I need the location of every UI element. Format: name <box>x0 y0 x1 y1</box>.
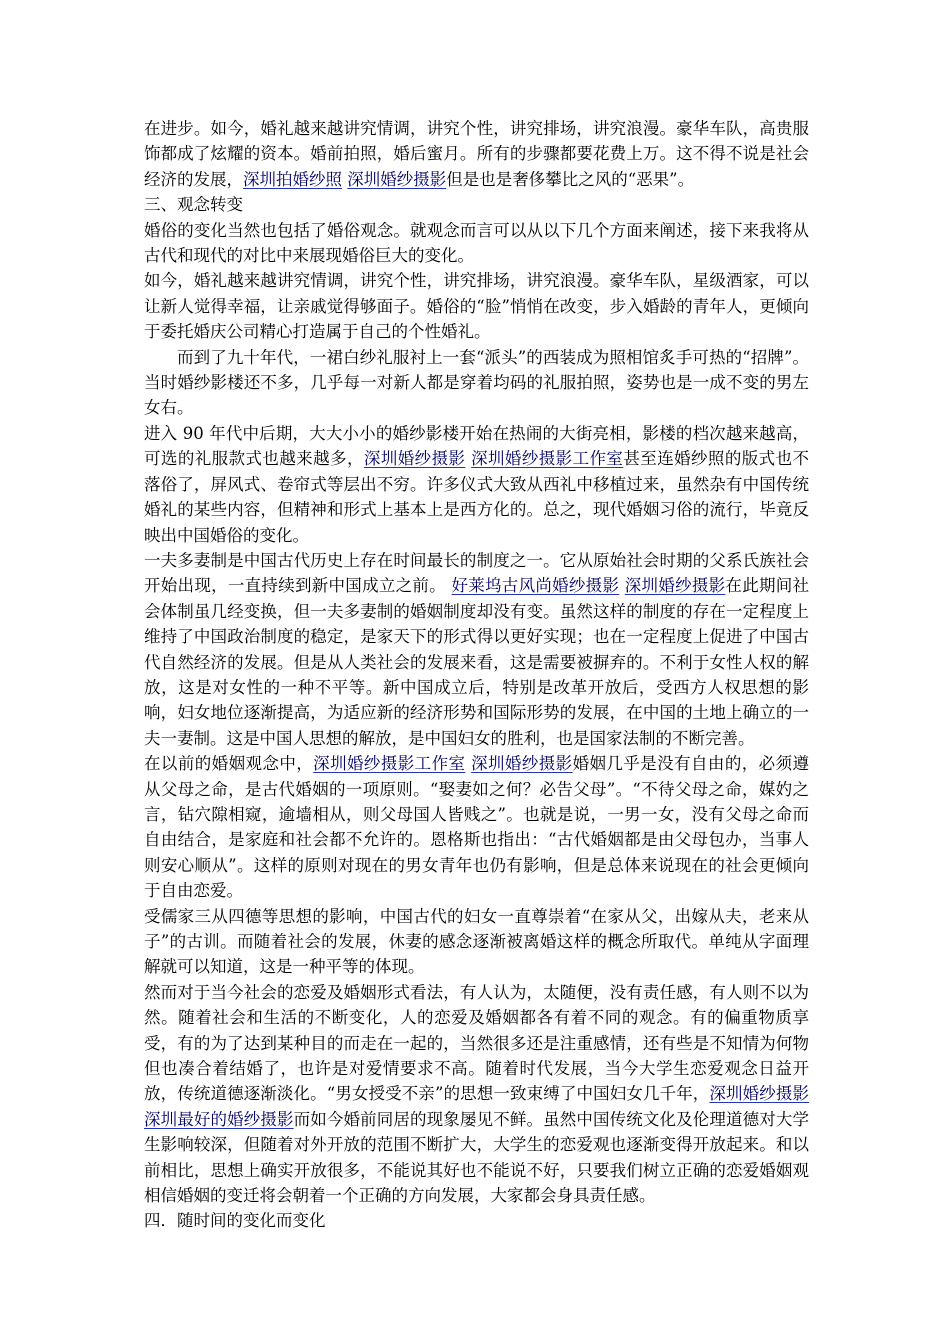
document-body <box>144 116 809 1234</box>
paragraph <box>144 904 809 980</box>
paragraph-text: 甚至连婚纱照的版式也不落俗了，屏风式、卷帘式等层出不穷。许多仪式大致从西礼中移植过来，虽然杂有中国传统婚礼的某些内容，但精神和形式上基本上是西方化的。总之，现代婚姻习俗的流行，毕竟反映出中国婚俗的变化。 <box>144 449 810 545</box>
hyperlink[interactable]: 深圳婚纱摄影 <box>363 449 466 469</box>
paragraph-text: 婚俗的变化当然也包括了婚俗观念。就观念而言可以从以下几个方面来阐述，接下来我将从古代和现代的对比中来展现婚俗巨大的变化。 <box>144 220 809 266</box>
paragraph <box>144 980 809 1209</box>
paragraph-text: 一夫多妻制是中国古代历史上存在时间最长的制度之一。它从原始社会时期的父系氏族社会开始出现，一直持续到新中国成立之前。 <box>144 550 809 596</box>
paragraph-text: 进入 90 年代中后期，大大小小的婚纱影楼开始在热闹的大街亮相，影楼的档次越来越高，可选的礼服款式也越来越多， <box>144 423 809 469</box>
paragraph-text: 但是也是奢侈攀比之风的“恶果”。 <box>446 169 695 189</box>
paragraph <box>144 548 809 751</box>
hyperlink[interactable]: 深圳拍婚纱照 <box>243 169 342 189</box>
paragraph-text: 在以前的婚姻观念中， <box>144 754 314 774</box>
paragraph-text: 而如今婚前同居的现象屡见不鲜。虽然中国传统文化及伦理道德对大学生影响较深，但随着对外开放的范围不断扩大，大学生的恋爱观也逐渐变得开放起来。和以前相比，思想上确实开放很多，不能说其好也不能说不好，只要我们树立正确的恋爱婚姻观相信婚姻的变迁将会朝着一个正确的方向发展，大家都会身具责任感。 <box>144 1109 810 1206</box>
hyperlink[interactable]: 深圳婚纱摄影 <box>709 1084 810 1104</box>
paragraph-text: 而到了九十年代，一裙白纱礼服衬上一套“派头”的西装成为照相馆炙手可热的“招牌”。当时婚纱影楼还不多，几乎每一对新人都是穿着均码的礼服拍照，姿势也是一成不变的男左女右。 <box>144 347 809 418</box>
hyperlink[interactable]: 深圳婚纱摄影 <box>624 576 726 596</box>
paragraph <box>144 268 809 344</box>
paragraph <box>144 192 809 217</box>
hyperlink[interactable]: 深圳最好的婚纱摄影 <box>144 1109 294 1129</box>
paragraph <box>144 218 809 269</box>
hyperlink[interactable]: 深圳婚纱摄影工作室 <box>313 754 466 774</box>
paragraph-text: 三、观念转变 <box>144 195 243 215</box>
hyperlink[interactable]: 深圳婚纱摄影工作室 <box>471 449 624 469</box>
paragraph-text: 如今，婚礼越来越讲究情调，讲究个性，讲究排场，讲究浪漫。豪华车队，星级酒家，可以让新人觉得幸福，让亲戚觉得够面子。婚俗的“脸”悄悄在改变，步入婚龄的青年人，更倾向于委托婚庆公司精心打造属于自己的个性婚礼。 <box>144 271 809 342</box>
paragraph <box>144 116 809 192</box>
paragraph-text: 受儒家三从四德等思想的影响，中国古代的妇女一直尊崇着“在家从父，出嫁从夫，老来从子”的古训。而随着社会的发展，休妻的感念逐渐被离婚这样的概念所取代。单纯从字面理解就可以知道，这是一种平等的体现。 <box>144 906 809 977</box>
paragraph-text: 然而对于当今社会的恋爱及婚姻形式看法，有人认为，太随便，没有责任感，有人则不以为然。随着社会和生活的不断变化，人的恋爱及婚姻都各有着不同的观念。有的偏重物质享受，有的为了达到某种目的而走在一起的，当然很多还是注重感情，还有些是不知情为何物但也凑合着结婚了，也许是对爱情要求不高。随着时代发展，当今大学生恋爱观念日益开放，传统道德逐渐淡化。“男女授受不亲”的思想一致束缚了中国妇女几千年， <box>144 982 809 1104</box>
paragraph-text: 婚姻几乎是没有自由的，必须遵从父母之命，是古代婚姻的一项原则。“娶妻如之何？必告父母”。“不待父母之命，媒妁之言，钻穴隙相窥，逾墙相从，则父母国人皆贱之”。也就是说，一男一女，没有父母之命而自由结合，是家庭和社会都不允许的。恩格斯也指出：“古代婚姻都是由父母包办，当事人则安心顺从”。这样的原则对现在的男女青年也仍有影响，但是总体来说现在的社会更倾向于自由恋爱。 <box>144 754 810 901</box>
paragraph-text: 在此期间社会体制虽几经变换，但一夫多妻制的婚姻制度却没有变。虽然这样的制度的存在一定程度上维持了中国政治制度的稳定，是家天下的形式得以更好实现；也在一定程度上促进了中国古代自然经济的发展。但是从人类社会的发展来看，这是需要被摒弃的。不利于女性人权的解放，这是对女性的一种不平等。新中国成立后，特别是改革开放后，受西方人权思想的影响，妇女地位逐渐提高，为适应新的经济形势和国际形势的发展，在中国的土地上确立的一夫一妻制。这是中国人思想的解放，是中国妇女的胜利，也是国家法制的不断完善。 <box>144 576 810 748</box>
paragraph <box>144 751 809 903</box>
paragraph <box>144 345 809 421</box>
hyperlink[interactable]: 深圳婚纱摄影 <box>471 754 573 774</box>
hyperlink[interactable]: 好莱坞古风尚婚纱摄影 <box>451 576 620 596</box>
paragraph-text: 四．随时间的变化而变化 <box>144 1211 326 1231</box>
paragraph-text: 在进步。如今，婚礼越来越讲究情调，讲究个性，讲究排场，讲究浪漫。豪华车队，高贵服饰都成了炫耀的资本。婚前拍照，婚后蜜月。所有的步骤都要花费上万。这不得不说是社会经济的发展， <box>144 119 809 189</box>
paragraph <box>144 1208 809 1233</box>
paragraph <box>144 421 809 548</box>
hyperlink[interactable]: 深圳婚纱摄影 <box>347 169 447 189</box>
